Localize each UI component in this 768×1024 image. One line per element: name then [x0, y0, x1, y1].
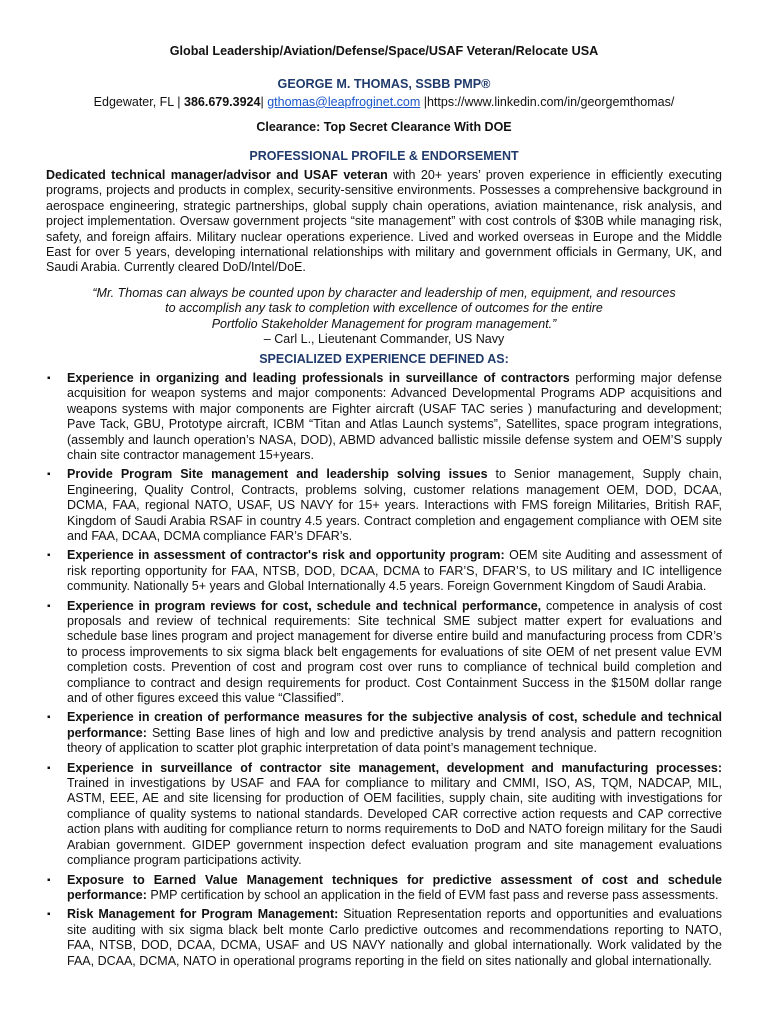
experience-item-lead: Experience in assessment of contractor's risk and opportunity program:: [67, 548, 505, 563]
endorsement-attribution: – Carl L., Lieutenant Commander, US Navy: [263, 332, 505, 347]
bullet-icon: ▪: [47, 550, 51, 562]
experience-item-text: Setting Base lines of high and low and predictive analysis by trend analysis and pattern recognition theory of application to scatter plot graphic interpretation of data point’s management technique.: [67, 725, 722, 756]
candidate-name: GEORGE M. THOMAS, SSBB PMP®: [277, 77, 491, 92]
experience-list: [46, 371, 722, 969]
experience-item-lead: Experience in program reviews for cost, schedule and technical performance,: [67, 598, 542, 613]
experience-item: [46, 548, 722, 594]
contact-line: [46, 95, 722, 110]
bullet-icon: ▪: [47, 600, 51, 612]
experience-item: [46, 761, 722, 869]
bullet-icon: ▪: [47, 372, 51, 384]
specialized-experience-heading: SPECIALIZED EXPERIENCE DEFINED AS:: [259, 351, 509, 366]
resume-tagline: Global Leadership/Aviation/Defense/Space/USAF Veteran/Relocate USA: [169, 44, 599, 58]
experience-item-lead: Provide Program Site management and leadership solving issues: [67, 467, 488, 482]
profile-heading: PROFESSIONAL PROFILE & ENDORSEMENT: [249, 148, 519, 163]
endorsement-quote-line: to accomplish any task to completion with excellence of outcomes for the entire: [165, 301, 603, 316]
bullet-icon: ▪: [47, 712, 51, 724]
experience-item-text: OEM site Auditing and assessment of risk reporting opportunity for FAA, NTSB, DOD, DCAA, DCMA to FAR’S, DFAR’S, to US military and IC intelligence community. Nationally 5+ years and Global Internationally 4.5 years. Foreign Government Kingdom of Saudi Arabia.: [67, 548, 723, 594]
bullet-icon: ▪: [47, 874, 51, 886]
bullet-icon: ▪: [47, 909, 51, 921]
separator: |: [260, 94, 268, 109]
experience-item-lead: Experience in surveillance of contractor site management, development and manufacturing processes:: [67, 760, 722, 775]
endorsement-quote-line: “Mr. Thomas can always be counted upon by character and leadership of men, equipment, and resources: [92, 285, 676, 300]
separator: |: [420, 94, 427, 109]
experience-item-lead: Experience in creation of performance measures for the subjective analysis of cost, schedule and technical performance:: [67, 710, 722, 740]
bullet-icon: ▪: [47, 469, 51, 481]
location-text: Edgewater, FL |: [93, 94, 184, 109]
clearance-line: Clearance: Top Secret Clearance With DOE: [256, 120, 512, 135]
experience-item: [46, 907, 722, 969]
experience-item: [46, 371, 722, 463]
experience-item-text: Situation Representation reports and opportunities and evaluations site auditing with six sigma black belt monte Carlo predictive outcomes and recommendations reporting to NATO, FAA, NTSB, DOD, DCAA, DCMA, USAF and US NAVY nationally and global internationally. Work validated by the FAA, DCAA, DCMA, NATO in operational programs reporting in the field on sites nationally and global internationally.: [67, 907, 722, 968]
phone-number: 386.679.3924: [184, 94, 261, 109]
email-link[interactable]: gthomas@leapfroginet.com: [267, 94, 421, 109]
profile-body: with 20+ years’ proven experience in efficiently executing programs, projects and products in complex, security-sensitive environments. Possesses a comprehensive background in aerospace engineering, strategic partnerships, global supply chain operations, aviation maintenance, risk analysis, and project implementation. Oversaw government projects “site management” with cost controls of $30B while managing risk, safety, and foreign affairs. Military nuclear operations experience. Lived and worked overseas in Europe and the Middle East for over 5 years, developing international relationships with military and government officials in Germany, UK, and Saudi Arabia. Currently cleared DoD/Intel/DoE.: [46, 168, 722, 275]
linkedin-url: https://www.linkedin.com/in/georgemthomas/: [426, 94, 675, 109]
experience-item: [46, 467, 722, 544]
endorsement-quote-line: Portfolio Stakeholder Management for program management.”: [211, 316, 557, 331]
experience-item-text: to Senior management, Supply chain, Engineering, Quality Control, Contracts, problems solving, customer relations management OEM, DOD, DCAA, DCMA, FAA, regional NATO, USAF, US NAVY for 15+ years. Interactions with FMS foreign Militaries, British RAF, Kingdom of Saudi Arabia RSAF in country 4.5 years. Contract completion and engagement compliance with OEM site and FAA, DCAA, DCMA compliance FAR’s DFAR’s.: [67, 467, 722, 543]
experience-item-lead: Exposure to Earned Value Management techniques for predictive assessment of cost and schedule performance:: [67, 872, 722, 902]
experience-item: [46, 599, 722, 707]
experience-item: [46, 710, 722, 756]
experience-item-text: performing major defense acquisition for weapon systems and major components: Advanced Developmental Programs ADP acquisitions and weapons systems with major components are Fighter aircraft (USAF TAC series ) manufacturing and development; Pave Tack, GBU, Prototype aircraft, ICBM “Titan and Atlas Launch systems”, Satellites, space program integrations, (assembly and launch operation’s NASA, DOD), ABMD advanced ballistic missile defense system and OEM’S supply chain site contractor management 15+years.: [67, 370, 722, 462]
profile-paragraph: [46, 168, 722, 276]
experience-item-lead: Experience in organizing and leading professionals in surveillance of contractors: [67, 370, 570, 385]
experience-item-lead: Risk Management for Program Management:: [67, 907, 339, 922]
experience-item-text: competence in analysis of cost proposals and review of technical requirements: Site technical SME subject matter expert for evaluations and schedule base lines program and project management for diverse entire build and manufacturing process from CDR’s to process improvements to six sigma black belt engagements for evaluations of site OEM of net present value EVM completion costs. Prevention of cost and program cost over runs to compliance of technical build completion and compliance to contract and design requirements for product. Cost Containment Success in the $150M dollar range and of other figures exceed this value “Classified”.: [67, 598, 722, 706]
profile-lead: Dedicated technical manager/advisor and USAF veteran: [46, 168, 388, 183]
experience-item-text: Trained in investigations by USAF and FAA for compliance to military and CMMI, ISO, AS, TQM, NADCAP, MIL, ASTM, EEE, AE and site licensing for production of OEM facilities, supply chain, site auditing with investigations for compliance of quality systems to national standards. Developed CAR corrective action requests and CAP corrective action plans with auditing for compliance return to norms requirements to DoD and NATO foreign military for the Saudi Arabian government. GIDEP government inspection defect evaluation program and site management evaluations compliance program participations activity.: [67, 776, 722, 868]
experience-item-text: PMP certification by school an application in the field of EVM fast pass and reverse pass assessments.: [146, 887, 719, 902]
bullet-icon: ▪: [47, 762, 51, 774]
experience-item: [46, 873, 722, 904]
